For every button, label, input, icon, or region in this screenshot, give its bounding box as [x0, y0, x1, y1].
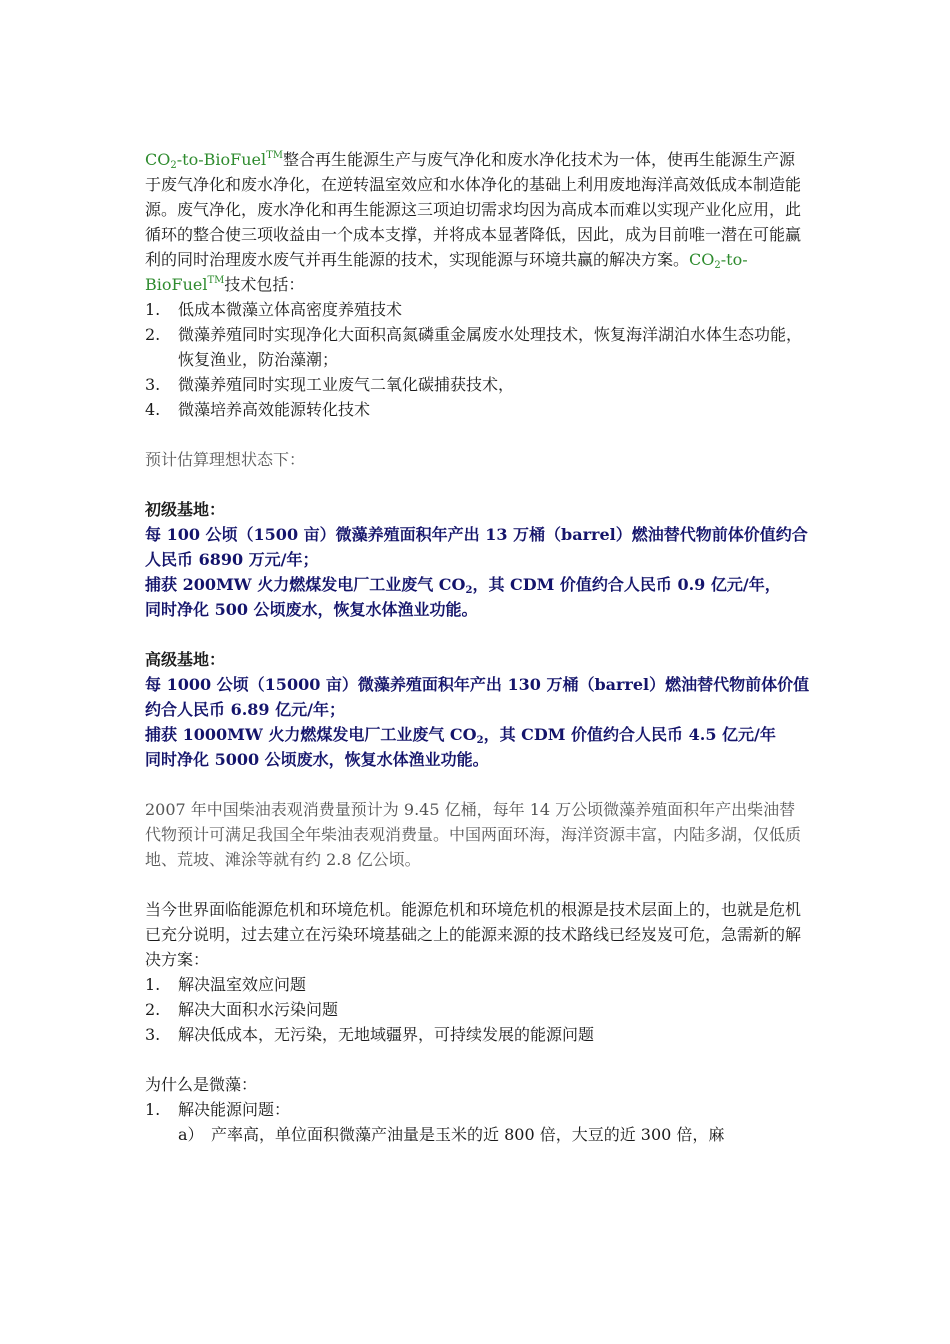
advanced-line-2: 捕获 1000MW 火力燃煤发电厂工业废气 $CO_2$，其 CDM 价值约合人民币 4.5 亿元/年: [145, 725, 776, 746]
primary-line-3: 同时净化 500 公顷废水，恢复水体渔业功能。: [145, 600, 478, 619]
intro-text-tail: 技术包括：: [224, 275, 305, 294]
advanced-heading: 高级基地：: [145, 650, 226, 669]
list-item: 1. 解决温室效应问题: [145, 975, 307, 994]
list-item: 3. 微藻养殖同时实现工业废气二氧化碳捕获技术，: [145, 375, 515, 394]
list-item: 1. 低成本微藻立体高密度养殖技术: [145, 300, 403, 319]
why-list: [145, 1097, 810, 1122]
tech-list: [145, 297, 810, 422]
diesel-paragraph: 2007 年中国柴油表观消费量预计为 9.45 亿桶，每年 14 万公顷微藻养殖面积年产出柴油替代物预计可满足我国全年柴油表观消费量。中国两面环海，海洋资源丰富，内陆多湖，仅低质地、荒坡、滩涂等就有约 2.8 亿公顷。: [145, 800, 802, 869]
primary-heading: 初级基地：: [145, 500, 226, 519]
primary-base-details: [145, 522, 810, 622]
intro-paragraph: [145, 147, 810, 297]
list-item: 3. 解决低成本，无污染，无地域疆界，可持续发展的能源问题: [145, 1025, 595, 1044]
why-heading: 为什么是微藻：: [145, 1075, 258, 1094]
advanced-base-details: [145, 672, 810, 772]
advanced-line-3: 同时净化 5000 公顷废水，恢复水体渔业功能。: [145, 750, 489, 769]
crisis-paragraph: 当今世界面临能源危机和环境危机。能源危机和环境危机的根源是技术层面上的，也就是危机已充分说明，过去建立在污染环境基础之上的能源来源的技术路线已经岌岌可危，急需新的解决方案：: [145, 900, 802, 969]
document-body: [145, 147, 810, 1147]
list-item: 2. 解决大面积水污染问题: [145, 1000, 339, 1019]
why-sub-item: a） 产率高，单位面积微藻产油量是玉米的近 800 倍，大豆的近 300 倍，麻: [178, 1125, 725, 1144]
primary-line-2: 捕获 200MW 火力燃煤发电厂工业废气 $CO_2$，其 CDM 价值约合人民币 0.9 亿元/年，: [145, 575, 781, 596]
brand-name-2: $CO_2-to-BioFuel™$: [145, 250, 748, 294]
estimate-intro: 预计估算理想状态下：: [145, 450, 306, 469]
advanced-line-1: 每 1000 公顷（15000 亩）微藻养殖面积年产出 130 万桶（barrel）燃油替代物前体价值约合人民币 6.89 亿元/年；: [145, 675, 810, 719]
list-item: 1. 解决能源问题：: [145, 1100, 291, 1119]
crisis-list: [145, 972, 810, 1047]
intro-text: 整合再生能源生产与废气净化和废水净化技术为一体，使再生能源生产源于废气净化和废水净化，在逆转温室效应和水体净化的基础上利用废地海洋高效低成本制造能源。废气净化，废水净化和再生能源这三项迫切需求均因为高成本而难以实现产业化应用，此循环的整合使三项收益由一个成本支撑，并将成本显著降低，因此，成为目前唯一潜在可能赢利的同时治理废水废气并再生能源的技术，实现能源与环境共赢的解决方案。: [145, 150, 802, 269]
list-item: 2. 微藻养殖同时实现净化大面积高氮磷重金属废水处理技术，恢复海洋湖泊水体生态功能，恢复渔业，防治藻潮；: [145, 325, 803, 369]
list-item: 4. 微藻培养高效能源转化技术: [145, 400, 371, 419]
brand-name: $CO_2-to-BioFuel™$: [145, 150, 284, 171]
primary-line-1: 每 100 公顷（1500 亩）微藻养殖面积年产出 13 万桶（barrel）燃油替代物前体价值约合人民币 6890 万元/年；: [145, 525, 808, 569]
